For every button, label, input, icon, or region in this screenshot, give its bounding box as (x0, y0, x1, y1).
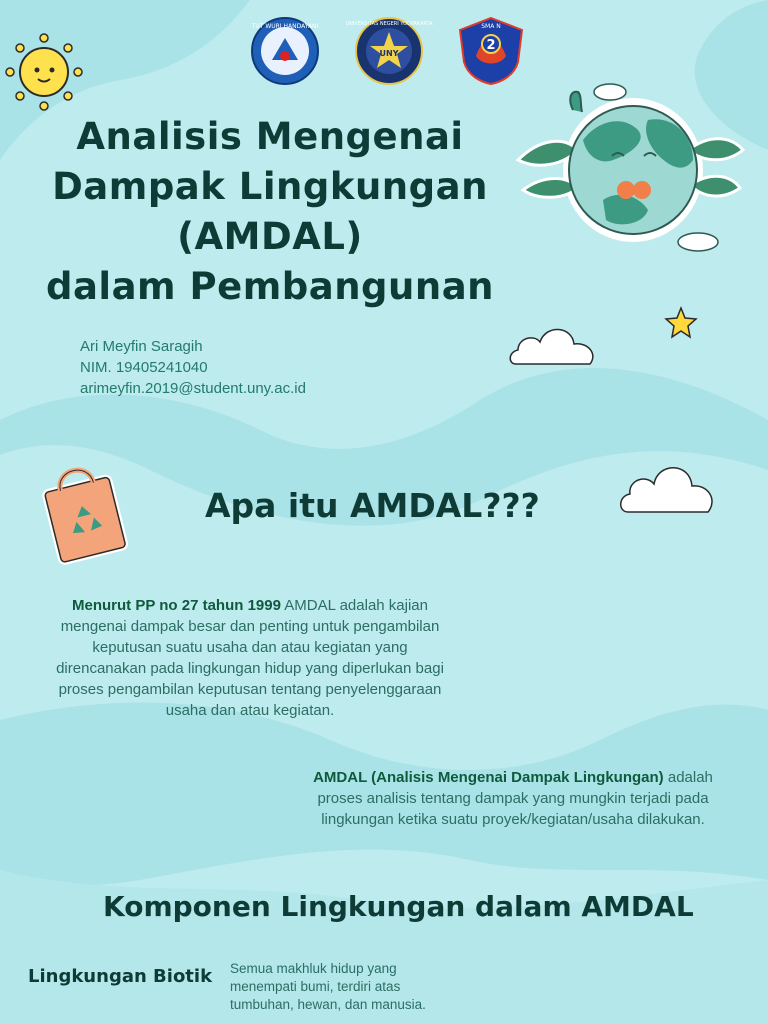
paragraph-text: usaha dan atau kegiatan. (165, 702, 335, 719)
paragraph-text: direncanakan pada lingkungan hidup yang diperlukan bagi (56, 660, 444, 677)
logo-inner-text: 2 (486, 38, 496, 53)
sma-2-logo (456, 16, 526, 86)
component-label: Lingkungan Biotik (28, 966, 213, 987)
component-description (230, 960, 460, 1014)
title-line: Analisis Mengenai (76, 115, 464, 158)
amdal-term: AMDAL (Analisis Mengenai Dampak Lingkungan) (313, 769, 664, 786)
author-email: arimeyfin.2019@student.uny.ac.id (80, 380, 306, 397)
recycle-bag-icon (30, 456, 136, 566)
paragraph-text: mengenai dampak besar dan penting untuk pengambilan (60, 618, 440, 635)
earth-icon (508, 80, 748, 260)
logo-ring-text: TUT WURI HANDAYANI (251, 23, 319, 30)
paragraph-text: AMDAL adalah kajian (280, 597, 428, 614)
paragraph-text: keputusan suatu usaha dan atau kegiatan yang (92, 639, 408, 656)
star-icon (664, 306, 698, 340)
paragraph-text: lingkungan ketika suatu proyek/kegiatan/usaha dilakukan. (321, 811, 705, 828)
definition-source: Menurut PP no 27 tahun 1999 (72, 597, 281, 614)
paragraph-text: Semua makhluk hidup yang (230, 961, 397, 976)
section-heading: Komponen Lingkungan dalam AMDAL (103, 890, 694, 923)
cloud-icon (618, 452, 722, 524)
logo-ring-text: UNIVERSITAS NEGERI YOGYAKARTA (345, 21, 433, 27)
uny-logo (345, 16, 433, 86)
paragraph-text: adalah (663, 769, 713, 786)
author-name: Ari Meyfin Saragih (80, 338, 203, 355)
paragraph-text: proses pengambilan keputusan tentang penyelenggaraan (58, 681, 442, 698)
logo-inner-text: UNY (379, 49, 399, 58)
author-nim: NIM. 19405241040 (80, 359, 208, 376)
title-line: Dampak Lingkungan (52, 165, 488, 208)
section-heading: Apa itu AMDAL??? (205, 486, 540, 525)
cloud-icon (506, 316, 606, 376)
paragraph-text: proses analisis tentang dampak yang mungkin terjadi pada (317, 790, 709, 807)
title-line: (AMDAL) (177, 215, 363, 258)
author-info (80, 336, 306, 399)
tut-wuri-handayani-logo (250, 16, 320, 86)
amdal-paragraph (278, 767, 748, 830)
definition-paragraph (10, 595, 490, 721)
page-title (40, 112, 500, 312)
paragraph-text: menempati bumi, terdiri atas (230, 979, 401, 994)
title-line: dalam Pembangunan (45, 265, 495, 308)
sun-icon (2, 30, 86, 114)
logo-ring-text: SMA N (481, 23, 501, 30)
paragraph-text: tumbuhan, hewan, dan manusia. (230, 997, 426, 1012)
